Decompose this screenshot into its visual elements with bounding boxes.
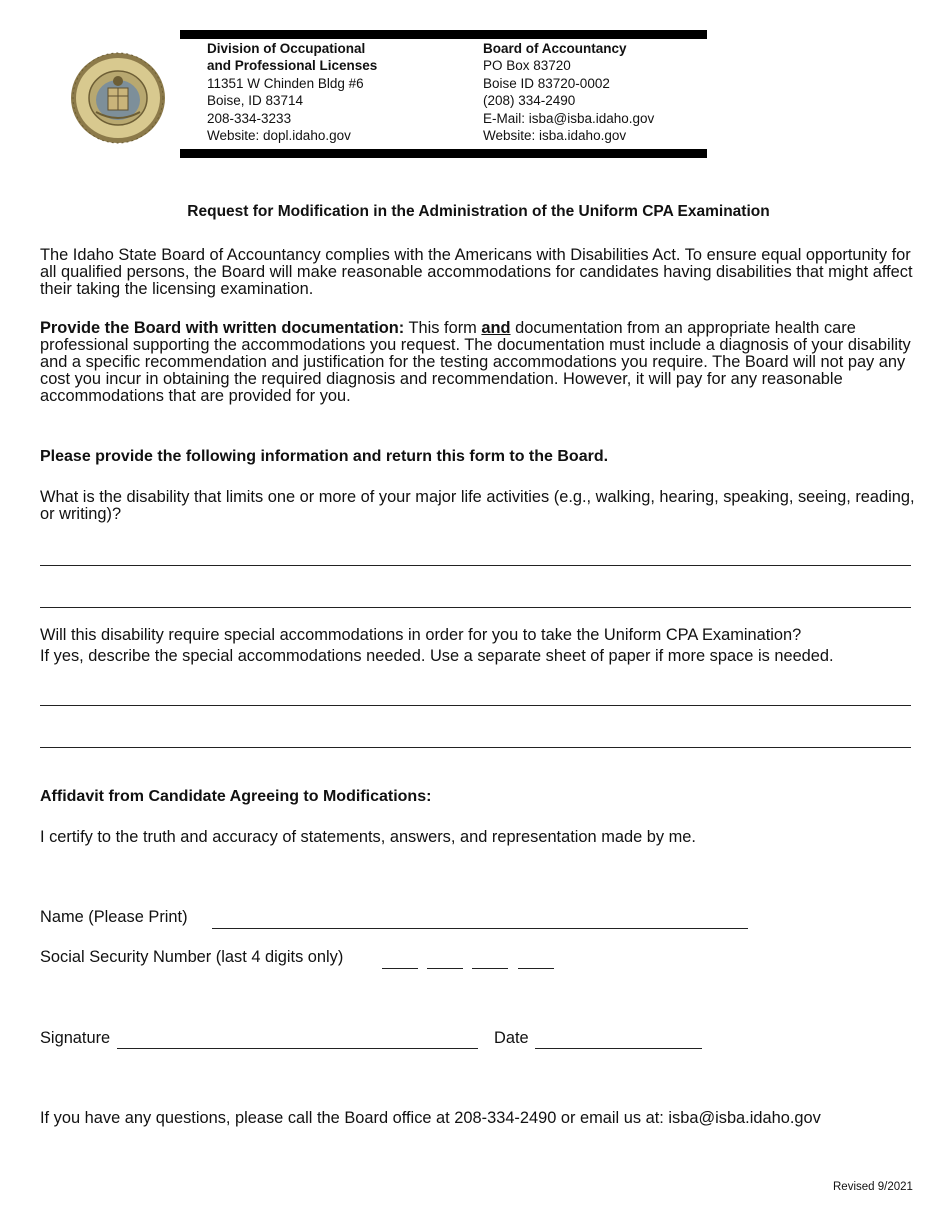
answer-1-line-2[interactable] xyxy=(40,607,911,608)
answer-2-line-1[interactable] xyxy=(40,705,911,706)
board-name: Board of Accountancy xyxy=(483,41,627,56)
board-city: Boise ID 83720-0002 xyxy=(483,75,610,91)
dopl-city: Boise, ID 83714 xyxy=(207,93,304,109)
name-label: Name (Please Print) xyxy=(40,908,188,926)
certify-text: I certify to the truth and accuracy of statements, answers, and representation made by me. xyxy=(40,828,696,846)
affidavit-heading: Affidavit from Candidate Agreeing to Modifications: xyxy=(40,788,432,805)
header-bottom-bar xyxy=(180,149,707,158)
ssn-digit-2[interactable] xyxy=(427,968,463,969)
footer-contact-text: If you have any questions, please call the Board office at 208-334-2490 or email us at: isba@isba.idaho.gov xyxy=(40,1109,821,1127)
idaho-great-seal-icon xyxy=(68,50,168,146)
ssn-digit-3[interactable] xyxy=(472,968,508,969)
documentation-emphasis: and xyxy=(481,319,511,337)
documentation-paragraph xyxy=(40,320,920,405)
signature-label: Signature xyxy=(40,1029,111,1047)
name-field[interactable] xyxy=(212,928,748,929)
revised-date: Revised 9/2021 xyxy=(833,1181,913,1193)
dopl-name-line1: Division of Occupational xyxy=(207,41,366,56)
answer-2-line-2[interactable] xyxy=(40,747,911,748)
board-address-block xyxy=(483,40,654,144)
instructions-heading: Please provide the following information and return this form to the Board. xyxy=(40,448,609,465)
board-website: Website: isba.idaho.gov xyxy=(483,128,627,144)
question-1: What is the disability that limits one or more of your major life activities (e.g., walking, hearing, speaking, seeing, reading, or writing)? xyxy=(40,488,915,523)
signature-field[interactable] xyxy=(117,1048,478,1049)
ssn-label: Social Security Number (last 4 digits only) xyxy=(40,948,344,966)
dopl-website: Website: dopl.idaho.gov xyxy=(207,128,351,144)
board-email: E-Mail: isba@isba.idaho.gov xyxy=(483,110,655,126)
documentation-text-after: documentation from an appropriate health care professional supporting the accommodations you request. The documentation must include a diagnosis of your disability and a specific recommendation and justification for the testing accommodations you require. The Board will not pay any cost you incur in obtaining the required diagnosis and recommendation. However, it will pay for any reasonable accommodations that are provided for you. xyxy=(40,319,911,405)
intro-paragraph: The Idaho State Board of Accountancy complies with the Americans with Disabilities Act. To ensure equal opportunity for all qualified persons, the Board will make reasonable accommodations for candidates having disabilities that might affect their taking the licensing examination. xyxy=(40,246,913,298)
dopl-phone: 208-334-3233 xyxy=(207,110,292,126)
dopl-name-line2: and Professional Licenses xyxy=(207,58,378,74)
dopl-address-block xyxy=(207,40,377,144)
header-top-bar xyxy=(180,30,707,39)
ssn-digit-1[interactable] xyxy=(382,968,418,969)
date-field[interactable] xyxy=(535,1048,702,1049)
ssn-digit-4[interactable] xyxy=(518,968,554,969)
question-2-line-2: If yes, describe the special accommodations needed. Use a separate sheet of paper if more space is needed. xyxy=(40,647,834,665)
page-title: Request for Modification in the Administration of the Uniform CPA Examination xyxy=(187,203,770,220)
question-2-line-1: Will this disability require special accommodations in order for you to take the Uniform CPA Examination? xyxy=(40,626,802,644)
date-label: Date xyxy=(494,1029,529,1047)
dopl-address: 11351 W Chinden Bldg #6 xyxy=(207,75,364,91)
documentation-text-before: This form xyxy=(404,319,482,337)
documentation-lead: Provide the Board with written documentation: xyxy=(40,319,405,337)
board-po-box: PO Box 83720 xyxy=(483,58,571,74)
board-phone: (208) 334-2490 xyxy=(483,93,576,109)
answer-1-line-1[interactable] xyxy=(40,565,911,566)
